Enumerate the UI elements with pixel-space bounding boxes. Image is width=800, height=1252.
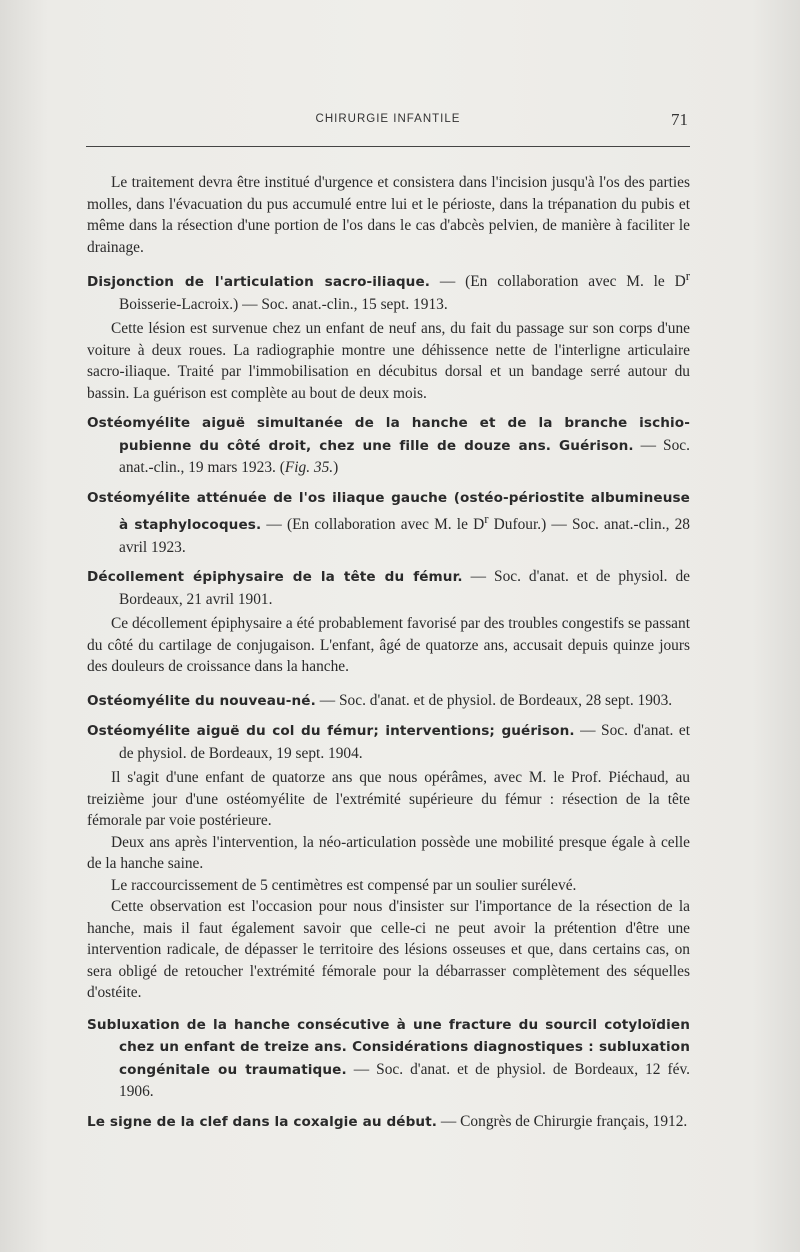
- paragraph-col-femur-2: Deux ans après l'intervention, la néo-articulation possède une mobilité presque égale à celle de la hanche saine.: [87, 833, 690, 873]
- paragraph-col-femur-1: Il s'agit d'une enfant de quatorze ans que nous opérâmes, avec M. le Prof. Piéchaud, au treizième jour d'une ostéomyélite de l'extrémité supérieure du fémur : résection de la tête fémorale par voie postérieure.: [87, 769, 690, 830]
- entry-ref: — Soc. anat.-clin., 19 mars 1923. (: [119, 436, 690, 477]
- superscript: r: [484, 512, 489, 527]
- paragraph-decollement: Ce décollement épiphysaire a été probablement favorisé par des troubles congestifs se passant du côté du cartilage de conjugaison. L'enfant, âgé de quatorze ans, accusait depuis quinze jours des douleurs de croissance dans la hanche.: [87, 615, 690, 676]
- entry-title: Ostéomyélite aiguë du col du fémur; interventions; guérison.: [87, 723, 575, 740]
- entry-ref: Dufour.) — Soc. anat.-clin., 28 avril 1923.: [119, 516, 690, 556]
- entry-decollement-epiphysaire: [87, 566, 690, 610]
- figure-reference: Fig. 35.: [284, 459, 334, 477]
- running-title: CHIRURGIE INFANTILE: [315, 113, 461, 125]
- entry-title: Décollement épiphysaire de la tête du fémur.: [87, 569, 463, 586]
- entry-title: Ostéomyélite aiguë simultanée de la hanche et de la branche ischio-pubienne du côté droit, chez une fille de douze ans. Guérison.: [87, 415, 690, 454]
- entry-signe-de-la-clef: [87, 1111, 690, 1134]
- entry-title: Ostéomyélite atténuée de l'os iliaque gauche (ostéo-périostite albumineuse à staphylocoques.: [87, 489, 690, 534]
- superscript: r: [685, 269, 690, 283]
- entry-subluxation-hanche: [87, 1014, 690, 1103]
- paragraph-col-femur-3: Le raccourcissement de 5 centimètres est compensé par un soulier surélevé.: [111, 876, 577, 894]
- entry-ref: Boisserie-Lacroix.) — Soc. anat.-clin., 15 sept. 1913.: [119, 295, 448, 313]
- paragraph-disjonction: Cette lésion est survenue chez un enfant de neuf ans, du fait du passage sur son corps d'une voiture à deux roues. La radiographie montre une déhissence nette de l'interligne articulaire sacro-iliaque. Traité par l'immobilisation en décubitus dorsal et un bandage serré autour du bassin. La guérison est complète au bout de deux mois.: [87, 320, 690, 402]
- paragraph-intro: Le traitement devra être institué d'urgence et consistera dans l'incision jusqu'à l'os des parties molles, dans l'évacuation du pus accumulé entre lui et le périoste, dans la trépanation du pubis et même dans la résection d'une portion de l'os dans le cas d'abcès pelvien, de manière à faciliter le drainage.: [87, 174, 690, 256]
- entry-ref: — (En collaboration avec M. le D: [430, 273, 686, 291]
- entry-osteomyelite-hanche-ischio-pubienne: [87, 412, 690, 479]
- page-header: [86, 110, 690, 134]
- entry-title: Le signe de la clef dans la coxalgie au début.: [87, 1113, 438, 1130]
- entry-title: Disjonction de l'articulation sacro-iliaque.: [87, 274, 431, 291]
- header-rule: [86, 146, 690, 147]
- entry-ref: — (En collaboration avec M. le D: [261, 516, 485, 534]
- entry-ref: — Soc. d'anat. et de physiol. de Bordeaux, 19 sept. 1904.: [119, 722, 691, 762]
- entry-osteomyelite-col-femur: [87, 720, 690, 764]
- entry-osteomyelite-os-iliaque: [87, 487, 690, 559]
- entry-ref: — Soc. d'anat. et de physiol. de Bordeaux, 21 avril 1901.: [119, 568, 690, 608]
- entry-ref: ): [333, 459, 339, 477]
- paragraph-col-femur-4: Cette observation est l'occasion pour nous d'insister sur l'importance de la résection de la hanche, mais il faut également savoir que celle-ci ne peut avoir la prétention d'être une intervention radicale, de dépasser le territoire des lésions osseuses et que, dans certains cas, on sera obligé de retoucher l'extrémité fémorale pour la débarrasser complètement des séquelles d'ostéite.: [87, 898, 690, 1002]
- page-body: [87, 172, 690, 1133]
- entry-ref: — Soc. d'anat. et de physiol. de Bordeaux, 12 fév. 1906.: [119, 1060, 691, 1101]
- entry-title: Ostéomyélite du nouveau-né.: [87, 692, 316, 709]
- page-number: 71: [671, 110, 688, 129]
- entry-title: Subluxation de la hanche consécutive à une fracture du sourcil cotyloïdien chez un enfant de treize ans. Considérations diagnostiques : subluxation congénitale ou traumatique.: [87, 1016, 690, 1078]
- entry-ref: — Congrès de Chirurgie français, 1912.: [437, 1112, 688, 1130]
- entry-disjonction-sacro-iliaque: [87, 266, 690, 315]
- entry-osteomyelite-nouveau-ne: [87, 690, 690, 713]
- entry-ref: — Soc. d'anat. et de physiol. de Bordeaux, 28 sept. 1903.: [315, 691, 673, 709]
